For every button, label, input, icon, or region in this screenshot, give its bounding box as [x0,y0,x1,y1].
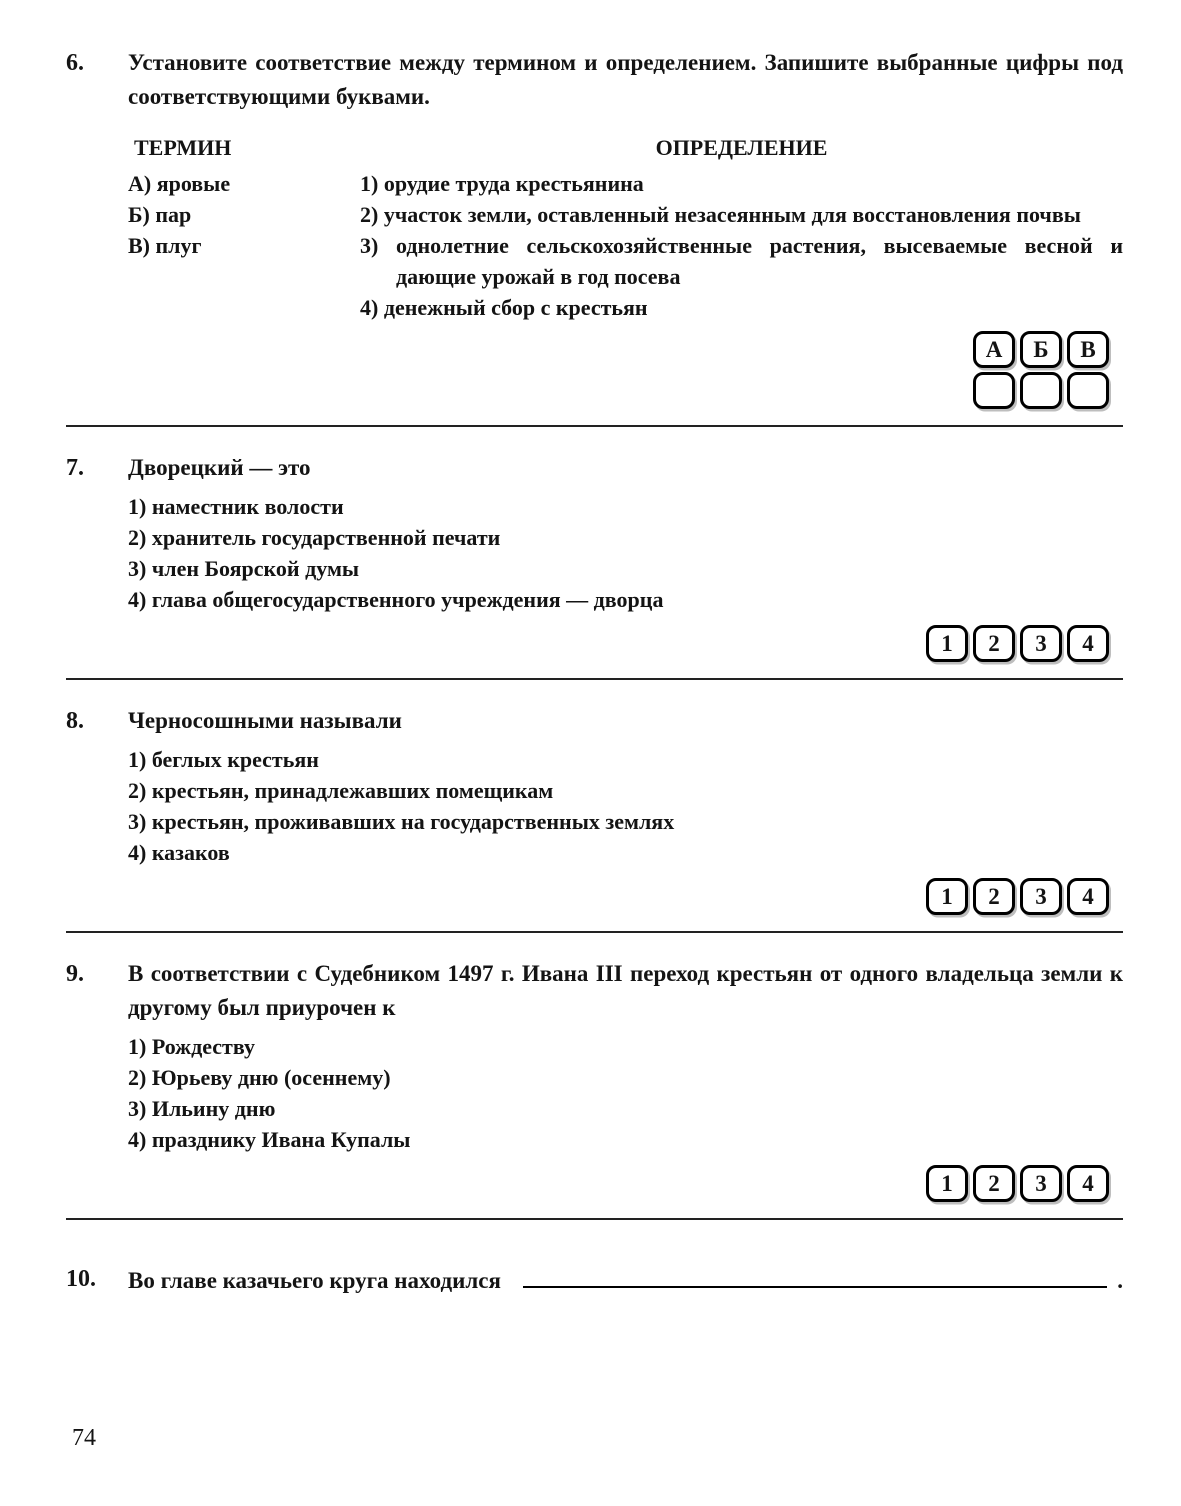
answer-digit-box: 2 [973,625,1015,662]
question-number: 6. [66,50,84,76]
answer-cell-empty [973,372,1015,409]
terms-column [128,132,360,323]
option-item: 3) Ильину дню [128,1096,276,1121]
matching-table [128,132,1123,323]
question-number: 7. [66,455,84,481]
answer-digit-row [66,625,1109,662]
answer-digit-box: 4 [1067,625,1109,662]
page-number: 74 [72,1425,96,1451]
question-6 [66,46,1123,427]
option-item: 4) глава общегосударственного учреждения — дворца [128,587,664,612]
definition-item: 3) однолетние сельскохозяйственные растения, высеваемые весной и дающие урожай в год посева [360,233,1123,289]
answer-digit-box: 1 [926,625,968,662]
answer-digit-box: 3 [1020,1165,1062,1202]
option-item: 1) беглых крестьян [128,747,319,772]
answer-grid [128,327,1109,409]
option-item: 2) Юрьеву дню (осеннему) [128,1065,391,1090]
option-item: 4) празднику Ивана Купалы [128,1127,411,1152]
sentence-period: . [1117,1268,1123,1294]
definition-item: 4) денежный сбор с крестьян [360,295,648,320]
answer-cell-empty [1067,372,1109,409]
options-list [128,1031,1123,1155]
option-item: 1) наместник волости [128,494,344,519]
answer-digit-row [66,1165,1109,1202]
option-item: 3) крестьян, проживавших на государственных землях [128,809,675,834]
option-item: 4) казаков [128,840,230,865]
answer-letter-box: В [1067,331,1109,368]
term-item: А) яровые [128,171,231,196]
options-list [128,744,1123,868]
answer-digit-box: 3 [1020,625,1062,662]
question-text: В соответствии с Судебником 1497 г. Ивана III переход крестьян от одного владельца земли к другому был приурочен к [128,961,1123,1020]
answer-digit-row [66,878,1109,915]
question-9 [66,957,1123,1220]
answer-digit-box: 2 [973,1165,1015,1202]
fill-in-blank [523,1262,1107,1288]
definitions-column [360,132,1123,323]
answer-digit-box: 4 [1067,1165,1109,1202]
option-item: 3) член Боярской думы [128,556,360,581]
answer-letter-box: Б [1020,331,1062,368]
answer-digit-box: 4 [1067,878,1109,915]
option-item: 2) крестьян, принадлежавших помещикам [128,778,554,803]
answer-cell-empty [1020,372,1062,409]
option-item: 2) хранитель государственной печати [128,525,501,550]
term-item: В) плуг [128,233,202,258]
term-item: Б) пар [128,202,192,227]
question-text: Дворецкий — это [128,455,311,480]
options-list [128,491,1123,615]
option-item: 1) Рождеству [128,1034,255,1059]
divider [66,1218,1123,1220]
question-text: Установите соответствие между термином и определением. Запишите выбранные цифры под соответствующими буквами. [128,50,1123,109]
answer-letter-row [968,331,1109,368]
answer-digit-box: 3 [1020,878,1062,915]
question-7 [66,451,1123,680]
question-10 [66,1262,1123,1298]
answer-cell-row [968,372,1109,409]
question-8 [66,704,1123,933]
answer-letter-box: А [973,331,1015,368]
divider [66,678,1123,680]
question-number: 9. [66,961,84,987]
answer-digit-box: 1 [926,1165,968,1202]
question-text: Во главе казачьего круга находился [128,1268,501,1294]
question-number: 10. [66,1266,96,1292]
definition-item: 2) участок земли, оставленный незасеянным для восстановления почвы [360,202,1081,227]
answer-digit-box: 1 [926,878,968,915]
definitions-header: ОПРЕДЕЛЕНИЕ [655,135,828,160]
question-number: 8. [66,708,84,734]
divider [66,425,1123,427]
question-text: Черносошными называли [128,708,402,733]
definition-item: 1) орудие труда крестьянина [360,171,644,196]
answer-digit-box: 2 [973,878,1015,915]
terms-header: ТЕРМИН [134,135,232,160]
divider [66,931,1123,933]
